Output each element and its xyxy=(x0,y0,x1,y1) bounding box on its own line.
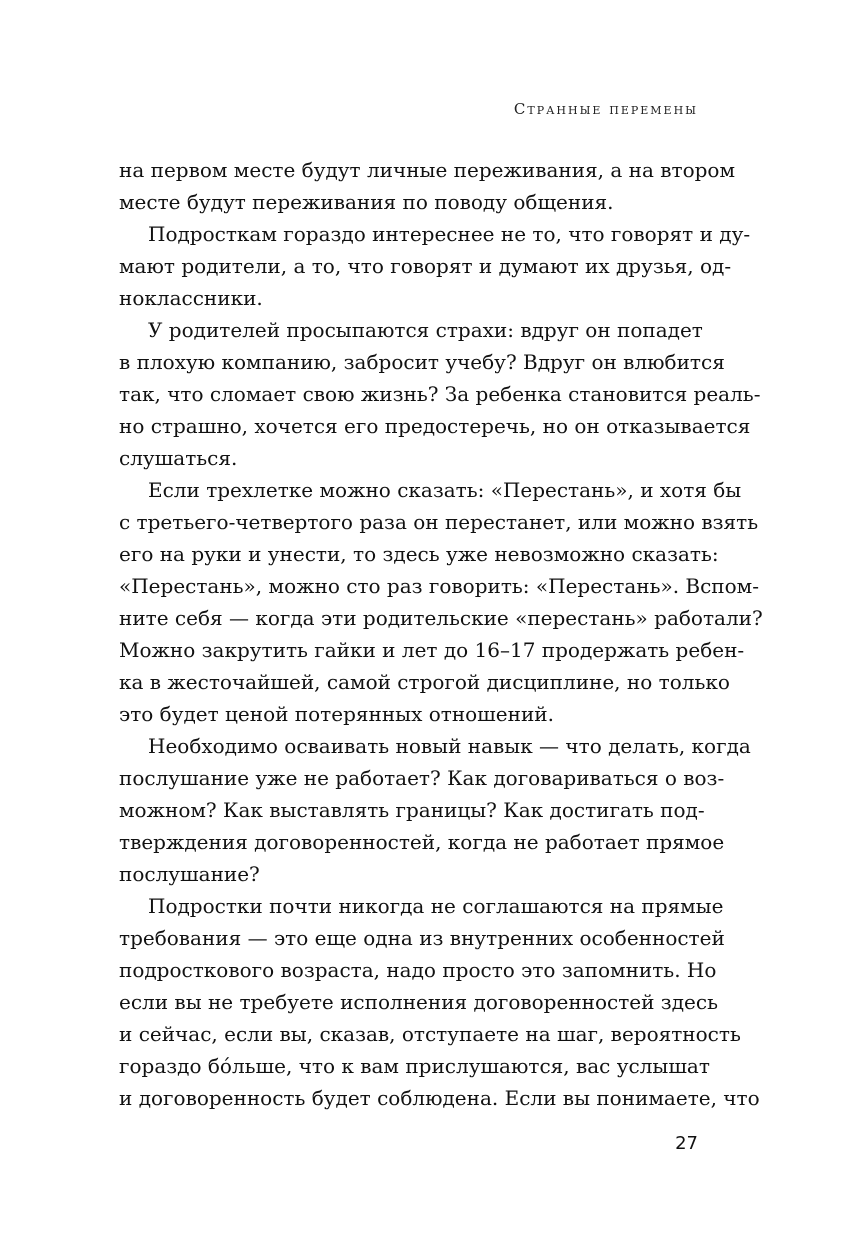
text-line: Можно закрутить гайки и лет до 16–17 продержать ребен- xyxy=(119,638,745,662)
text-line: Если трехлетке можно сказать: «Перестань», и хотя бы xyxy=(148,478,742,502)
running-head: Странные перемены xyxy=(513,100,698,118)
text-line: если вы не требуете исполнения договоренностей здесь xyxy=(119,990,718,1014)
text-line: в плохую компанию, забросит учебу? Вдруг он влюбится xyxy=(119,350,725,374)
text-line: Необходимо осваивать новый навык — что делать, когда xyxy=(148,734,751,758)
text-line: это будет ценой потерянных отношений. xyxy=(119,702,554,726)
text-line: ноклассники. xyxy=(119,286,263,310)
text-line: мают родители, а то, что говорят и думают их друзья, од- xyxy=(119,254,732,278)
text-line: его на руки и унести, то здесь уже невозможно сказать: xyxy=(119,542,719,566)
text-line: ните себя — когда эти родительские «перестань» работали? xyxy=(119,606,763,630)
text-line: так, что сломает свою жизнь? За ребенка становится реаль- xyxy=(119,382,761,406)
text-line: гораздо бóльше, что к вам прислушаются, вас услышат xyxy=(119,1054,710,1078)
text-line: и сейчас, если вы, сказав, отступаете на шаг, вероятность xyxy=(119,1022,741,1046)
text-line: но страшно, хочется его предостеречь, но он отказывается xyxy=(119,414,751,438)
text-line: У родителей просыпаются страхи: вдруг он попадет xyxy=(148,318,703,342)
text-line: послушание уже не работает? Как договариваться о воз- xyxy=(119,766,725,790)
text-line: Подросткам гораздо интереснее не то, что говорят и ду- xyxy=(148,222,751,246)
text-line: тверждения договоренностей, когда не работает прямое xyxy=(119,830,725,854)
page-number: 27 xyxy=(675,1133,698,1154)
text-line: «Перестань», можно сто раз говорить: «Перестань». Вспом- xyxy=(119,574,759,598)
text-line: и договоренность будет соблюдена. Если вы понимаете, что xyxy=(119,1086,760,1110)
text-line: послушание? xyxy=(119,862,260,886)
text-line: требования — это еще одна из внутренних особенностей xyxy=(119,926,725,950)
text-line: Подростки почти никогда не соглашаются на прямые xyxy=(148,894,724,918)
text-line: с третьего-четвертого раза он перестанет, или можно взять xyxy=(119,510,759,534)
text-line: слушаться. xyxy=(119,446,238,470)
text-line: месте будут переживания по поводу общения. xyxy=(119,190,614,214)
text-line: можном? Как выставлять границы? Как достигать под- xyxy=(119,798,705,822)
text-line: подросткового возраста, надо просто это запомнить. Но xyxy=(119,958,717,982)
text-line: на первом месте будут личные переживания, а на втором xyxy=(119,158,736,182)
body-text xyxy=(119,154,763,1114)
text-line: ка в жесточайшей, самой строгой дисциплине, но только xyxy=(119,670,730,694)
